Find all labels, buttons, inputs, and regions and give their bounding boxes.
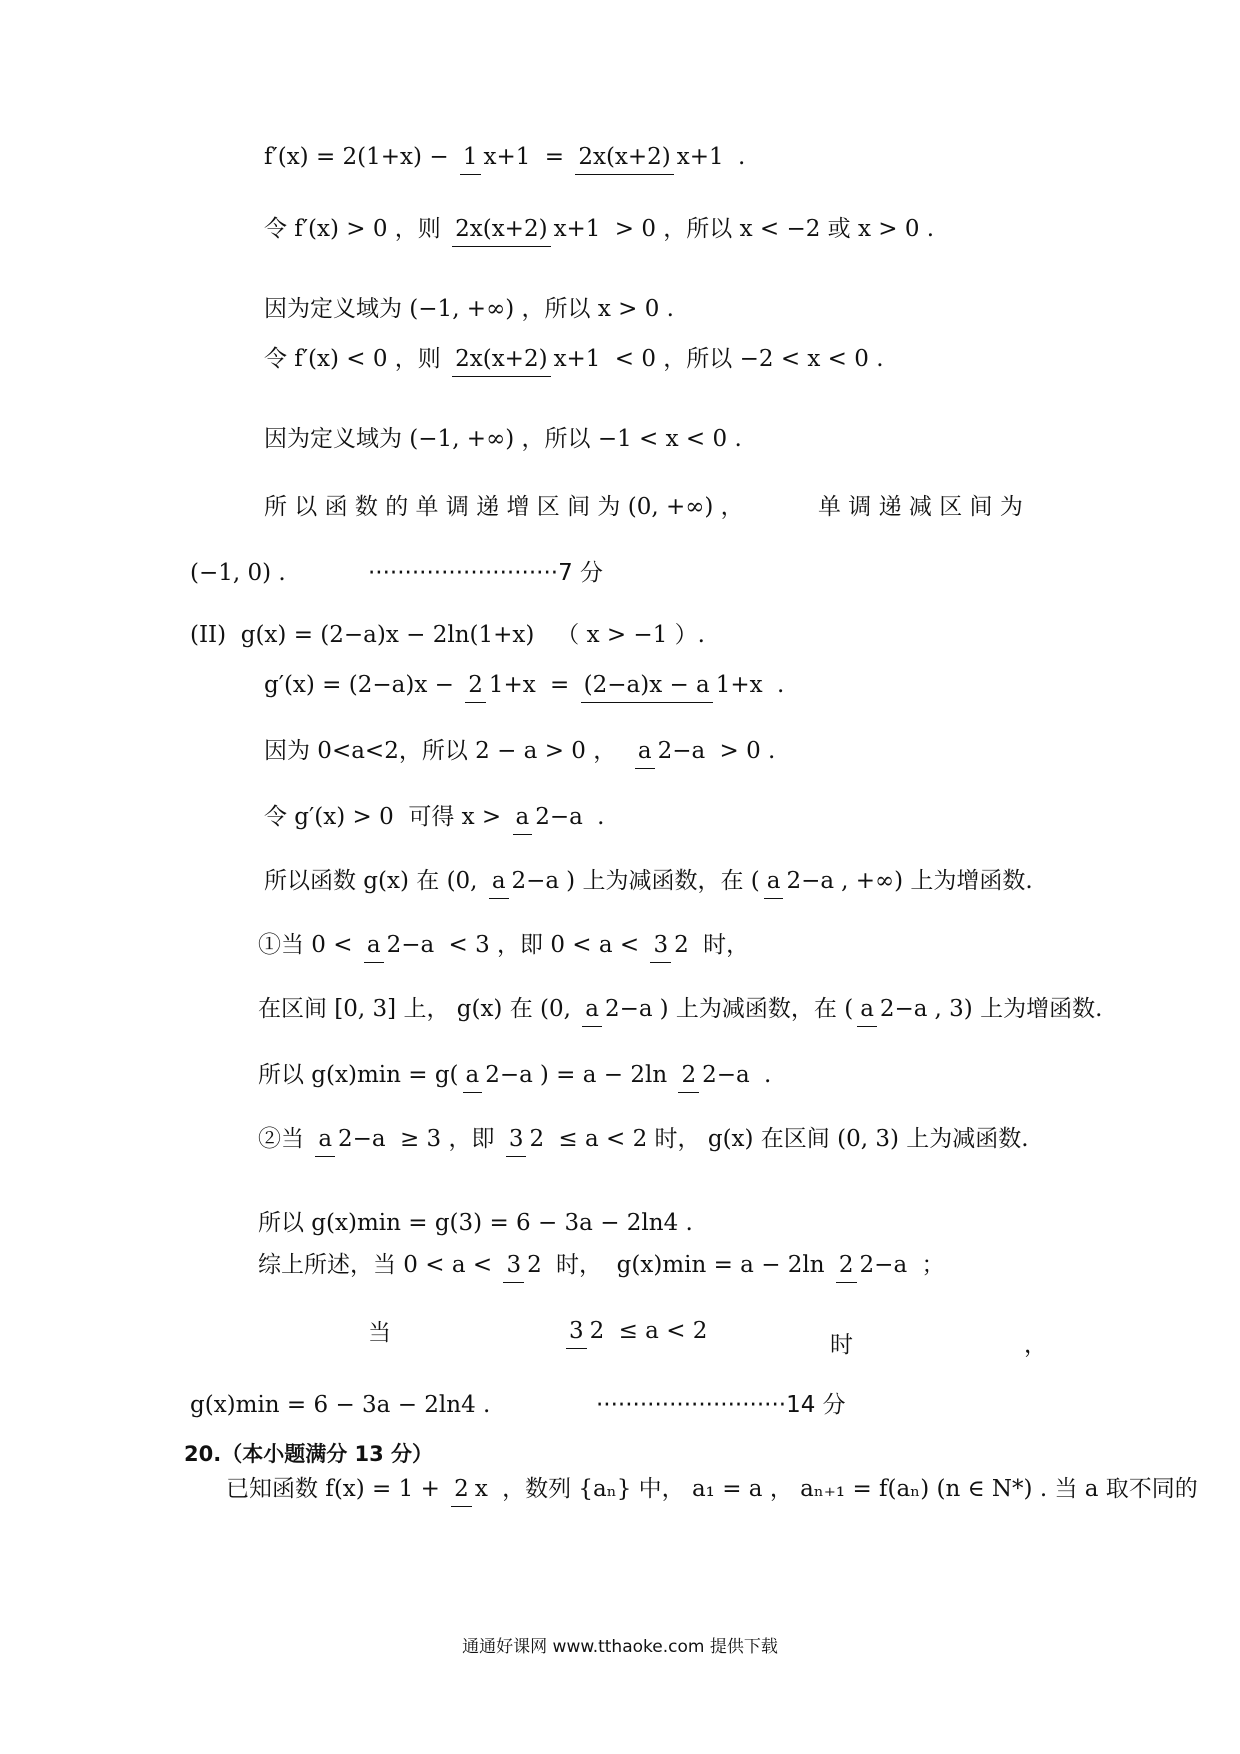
- denominator: x+1: [553, 346, 601, 372]
- denominator: 2−a: [604, 996, 653, 1022]
- numerator: 1: [460, 144, 481, 175]
- denominator: 2: [674, 932, 689, 958]
- numerator: a: [764, 868, 784, 899]
- formula-text: ) 上为减函数，在 (: [566, 868, 760, 894]
- fraction: [581, 674, 766, 697]
- denominator: 2: [589, 1318, 605, 1344]
- monotonic-interval-line: [264, 496, 744, 519]
- formula-text: g′(x) = (2−a)x −: [264, 672, 462, 698]
- formula-text: 所以 g(x)min = g(: [258, 1062, 459, 1088]
- numerator: a: [513, 804, 533, 835]
- formula-text: ) 上为减函数，在 (: [659, 996, 854, 1022]
- increasing-condition-line: [264, 218, 934, 241]
- monotonic-interval-line-right: [818, 496, 1023, 519]
- formula-text: 时: [830, 1332, 853, 1358]
- formula-text: 所以函数 g(x) 在 (0,: [264, 868, 485, 894]
- problem-20-heading: [184, 1444, 433, 1465]
- case-2-line: [258, 1128, 1029, 1151]
- numerator: 2: [465, 672, 486, 703]
- summary-case-2-range: [562, 1320, 707, 1343]
- score-7: [368, 562, 603, 585]
- fraction: [764, 870, 837, 893]
- denominator: 2−a: [859, 1252, 908, 1278]
- formula-text: 所以 g(x)min = g(3) = 6 − 3a − 2ln4 .: [258, 1210, 693, 1236]
- formula-text: .: [756, 1062, 772, 1088]
- denominator: 2−a: [786, 868, 835, 894]
- denominator: 2−a: [511, 868, 560, 894]
- formula-text: > 0 .: [712, 738, 776, 764]
- numerator: 3: [506, 1126, 527, 1157]
- denominator: 2−a: [657, 738, 706, 764]
- fraction: [463, 1064, 536, 1087]
- denominator: x: [474, 1476, 488, 1502]
- derivative-g-line: [264, 674, 784, 697]
- numerator: 2x(x+2): [452, 216, 550, 247]
- formula-text: =: [537, 144, 572, 170]
- g-monotonic-line: [264, 870, 1033, 893]
- formula-text: 令 f′(x) < 0 ，则: [264, 346, 449, 372]
- numerator: 2: [836, 1252, 857, 1283]
- formula-text: ①当 0 <: [258, 932, 360, 958]
- problem-20-statement: [226, 1478, 1198, 1501]
- denominator: x+1: [676, 144, 724, 170]
- case-2-min-line: [258, 1212, 693, 1235]
- score-text: ··························14 分: [596, 1392, 846, 1418]
- formula-text: f′(x) = 2(1+x) −: [264, 144, 456, 170]
- case-1-interval-line: [258, 998, 1102, 1021]
- fraction: [506, 1128, 547, 1151]
- case-1-line: [258, 934, 749, 957]
- denominator: 2−a: [386, 932, 435, 958]
- fraction: [635, 740, 708, 763]
- fraction: [452, 218, 603, 241]
- formula-text: ≤ a < 2: [611, 1318, 708, 1344]
- numerator: a: [635, 738, 655, 769]
- formula-text: 时， g(x)min = a − 2ln: [548, 1252, 832, 1278]
- numerator: (2−a)x − a: [581, 672, 713, 703]
- case-1-min-line: [258, 1064, 771, 1087]
- denominator: 2: [527, 1252, 542, 1278]
- formula-text: < 3 ，即 0 < a <: [441, 932, 647, 958]
- formula-text: =: [542, 672, 577, 698]
- formula-text: > 0 ，所以 x < −2 或 x > 0 .: [607, 216, 935, 242]
- denominator: 1+x: [715, 672, 763, 698]
- derivative-f-line: [264, 146, 745, 169]
- formula-text: 单 调 递 减 区 间 为: [818, 494, 1023, 520]
- formula-text: 因为定义域为 (−1, +∞) ，所以 x > 0 .: [264, 296, 674, 322]
- summary-case-2-shi: [830, 1334, 853, 1357]
- numerator: a: [582, 996, 602, 1027]
- summary-case-2-comma: [1024, 1334, 1047, 1357]
- denominator: 2−a: [879, 996, 928, 1022]
- formula-text: 令 f′(x) > 0 ，则: [264, 216, 449, 242]
- formula-text: ；: [914, 1252, 945, 1278]
- formula-text: 时，: [695, 932, 750, 958]
- numerator: 3: [566, 1318, 587, 1349]
- formula-text: 当: [368, 1320, 391, 1346]
- formula-text: ≤ a < 2 时， g(x) 在区间 (0, 3) 上为减函数.: [551, 1126, 1029, 1152]
- denominator: 1+x: [488, 672, 536, 698]
- numerator: 2x(x+2): [452, 346, 550, 377]
- fraction: [451, 1478, 491, 1501]
- formula-text: 已知函数 f(x) = 1 +: [226, 1476, 448, 1502]
- decreasing-condition-line: [264, 348, 884, 371]
- numerator: 3: [650, 932, 671, 963]
- formula-text: ) = a − 2ln: [539, 1062, 675, 1088]
- denominator: x+1: [483, 144, 531, 170]
- formula-text: , +∞) 上为增函数.: [841, 868, 1033, 894]
- numerator: a: [489, 868, 509, 899]
- summary-line: [258, 1254, 944, 1277]
- fraction: [566, 1320, 607, 1343]
- formula-text: .: [730, 144, 746, 170]
- fraction: [489, 870, 562, 893]
- numerator: a: [364, 932, 384, 963]
- fraction: [650, 934, 691, 957]
- formula-text: 综上所述，当 0 < a <: [258, 1252, 500, 1278]
- domain-line-1: [264, 298, 674, 321]
- formula-text: (−1, 0) .: [190, 560, 286, 586]
- formula-text: .: [769, 672, 785, 698]
- interval-result: [190, 562, 286, 585]
- score-text: ··························7 分: [368, 560, 604, 586]
- fraction: [452, 348, 603, 371]
- fraction: [582, 998, 655, 1021]
- formula-text: ，: [1024, 1332, 1047, 1358]
- heading-text: 20.（本小题满分 13 分）: [184, 1442, 434, 1466]
- domain-line-2: [264, 428, 742, 451]
- denominator: 2: [529, 1126, 545, 1152]
- formula-text: ≥ 3 ，即: [392, 1126, 502, 1152]
- numerator: a: [857, 996, 877, 1027]
- formula-text: g(x)min = 6 − 3a − 2ln4 .: [190, 1392, 491, 1418]
- numerator: a: [315, 1126, 335, 1157]
- fraction: [678, 1064, 752, 1087]
- numerator: 3: [503, 1252, 524, 1283]
- summary-case-2-when: [368, 1322, 391, 1345]
- formula-text: .: [589, 804, 605, 830]
- formula-text: ，数列 {aₙ} 中， a₁ = a ， aₙ₊₁ = f(aₙ) (n ∈ N*) . 当 a 取不同的: [494, 1476, 1198, 1502]
- fraction: [503, 1254, 544, 1277]
- denominator: 2−a: [702, 1062, 750, 1088]
- part-ii-definition: [190, 624, 705, 647]
- a-range-line: [264, 740, 775, 763]
- formula-text: 因为定义域为 (−1, +∞) ，所以 −1 < x < 0 .: [264, 426, 742, 452]
- formula-text: < 0 ，所以 −2 < x < 0 .: [607, 346, 884, 372]
- numerator: a: [463, 1062, 483, 1093]
- formula-text: , 3) 上为增函数.: [934, 996, 1103, 1022]
- formula-text: ②当: [258, 1126, 312, 1152]
- formula-text: 令 g′(x) > 0 可得 x >: [264, 804, 509, 830]
- fraction: [315, 1128, 388, 1151]
- formula-text: 因为 0<a<2，所以 2 − a > 0 ，: [264, 738, 631, 764]
- numerator: 2: [678, 1062, 699, 1093]
- fraction: [575, 146, 726, 169]
- fraction: [513, 806, 586, 829]
- formula-text: 在区间 [0, 3] 上， g(x) 在 (0,: [258, 996, 579, 1022]
- score-14: [596, 1394, 846, 1417]
- denominator: 2−a: [535, 804, 583, 830]
- fraction: [857, 998, 930, 1021]
- numerator: 2x(x+2): [575, 144, 673, 175]
- fraction: [836, 1254, 910, 1277]
- formula-text: 所 以 函 数 的 单 调 递 增 区 间 为 (0, +∞) ，: [264, 494, 744, 520]
- footer-watermark: 通通好课网 www.tthaoke.com 提供下载: [462, 1637, 778, 1657]
- denominator: 2−a: [338, 1126, 386, 1152]
- fraction: [465, 674, 539, 697]
- denominator: x+1: [553, 216, 601, 242]
- numerator: 2: [451, 1476, 472, 1507]
- denominator: 2−a: [485, 1062, 533, 1088]
- summary-case-2-result: [190, 1394, 490, 1417]
- formula-text: (II) g(x) = (2−a)x − 2ln(1+x) （ x > −1 ）.: [190, 622, 705, 648]
- fraction: [364, 934, 437, 957]
- g-increasing-line: [264, 806, 604, 829]
- fraction: [460, 146, 534, 169]
